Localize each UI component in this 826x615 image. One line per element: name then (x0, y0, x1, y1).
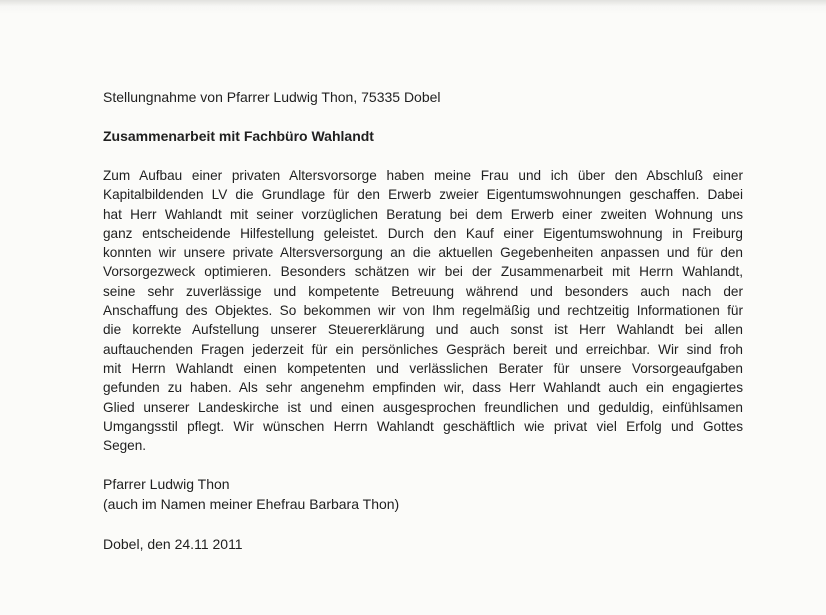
body-line: Vorsorgezweck optimieren. Besonders schätzen wir bei der Zusammenarbeit mit Herrn Wahlandt, (103, 264, 743, 280)
body-line: hat Herr Wahlandt mit seiner vorzüglichen Beratung bei dem Erwerb einer zweiten Wohnung uns (103, 206, 743, 222)
dateline: Dobel, den 24.11 2011 (103, 536, 243, 553)
body-line: Glied unserer Landeskirche ist und einen ausgesprochen freundlichen und geduldig, einfühlsamen (103, 399, 743, 415)
body-line: auftauchenden Fragen jederzeit für ein persönliches Gespräch bereit und erreichbar. Wir sind froh (103, 341, 743, 357)
body-line: gefunden zu haben. Als sehr angenehm empfinden wir, dass Herr Wahlandt auch ein engagiertes (103, 380, 743, 396)
body-line: die korrekte Aufstellung unserer Steuererklärung und auch sonst ist Herr Wahlandt bei allen (103, 322, 743, 338)
body-line: konnten wir unsere private Altersversorgung an die aktuellen Gegebenheiten anpassen und für den (103, 245, 743, 261)
signature-note: (auch im Namen meiner Ehefrau Barbara Thon) (103, 496, 400, 513)
body-line: ganz entscheidende Hilfestellung geleistet. Durch den Kauf einer Eigentumswohnung in Freiburg (103, 225, 743, 241)
signature-name: Pfarrer Ludwig Thon (103, 476, 230, 493)
scan-top-edge (0, 0, 826, 6)
letter-body (103, 166, 743, 455)
body-line: Anschaffung des Objektes. So bekommen wir von Ihm regelmäßig und rechtzeitig Informationen für (103, 303, 743, 319)
body-line: Zum Aufbau einer privaten Altersvorsorge haben meine Frau und ich über den Abschluß einer (103, 168, 743, 183)
body-line: seine sehr zuverlässige und kompetente Betreuung während und besonders auch nach der (103, 283, 743, 299)
letter-subject: Zusammenarbeit mit Fachbüro Wahlandt (103, 128, 374, 144)
body-line: Segen. (103, 438, 147, 454)
letter-heading: Stellungnahme von Pfarrer Ludwig Thon, 75335 Dobel (103, 89, 441, 105)
body-line: Umgangsstil pflegt. Wir wünschen Herrn Wahlandt geschäftlich wie privat viel Erfolg und Gottes (103, 418, 743, 434)
body-line: Kapitalbildenden LV die Grundlage für den Erwerb zweier Eigentumswohnungen geschaffen. Dabei (103, 187, 743, 203)
letter (103, 88, 743, 554)
signature-block (103, 474, 743, 514)
body-line: mit Herrn Wahlandt einen kompetenten und verlässlichen Berater für unsere Vorsorgeaufgaben (103, 360, 743, 376)
